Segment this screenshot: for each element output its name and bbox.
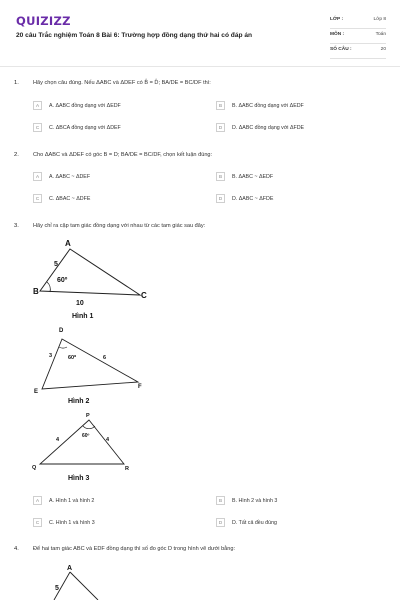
option-letter-box: A <box>33 101 42 110</box>
option-letter-box: C <box>33 518 42 527</box>
option-text: B. ΔABC đồng dạng với ΔEDF <box>232 102 304 109</box>
vertex-a-label: A <box>67 565 73 572</box>
header-divider <box>0 66 400 67</box>
angle-p-label: 60º <box>82 433 90 439</box>
option-text: C. ΔBCA đồng dạng với ΔDEF <box>49 124 121 131</box>
question-text: Hãy chọn câu đúng. Nếu ΔABC và ΔDEF có B̂ = D̂; BA/DE = BC/DF thì: <box>33 80 211 86</box>
vertex-c-label: C <box>141 291 147 300</box>
angle-mark-d <box>59 347 67 348</box>
option-letter-box: D <box>216 518 225 527</box>
vertex-b-label: B <box>33 287 39 296</box>
question-text: Để hai tam giác ABC và EDF đồng dạng thì số đo góc D trong hình vẽ dưới bằng: <box>33 546 236 552</box>
vertex-r-label: R <box>125 466 129 472</box>
vertex-f-label: F <box>138 384 142 390</box>
meta-label: MÔN : <box>330 32 345 37</box>
question-text: Hãy chỉ ra cặp tam giác đồng dạng với nhau từ các tam giác sau đây: <box>33 223 206 229</box>
meta-value: Toán <box>375 32 386 37</box>
side-label: 5 <box>55 585 59 592</box>
vertex-e-label: E <box>34 389 39 395</box>
angle-mark-b <box>47 282 50 292</box>
option-letter-box: C <box>33 123 42 132</box>
side-ab-label: 5 <box>54 261 58 268</box>
option-text: A. ΔABC ~ ΔDEF <box>49 173 91 180</box>
quizizz-logo: QUIZIZZ <box>16 14 71 28</box>
option-text: A. ΔABC đồng dạng với ΔEDF <box>49 102 121 109</box>
vertex-a-label: A <box>65 239 71 248</box>
option-letter-box: B <box>216 172 225 181</box>
side-pq-label: 4 <box>56 437 60 443</box>
vertex-p-label: P <box>86 413 90 419</box>
figure-caption: Hình 2 <box>68 398 90 405</box>
option-text: C. ΔBAC ~ ΔDFE <box>49 195 91 202</box>
triangle-abc <box>40 249 140 295</box>
angle-mark-p <box>83 426 95 429</box>
figure-hinh-3 <box>30 408 140 484</box>
figure-caption: Hình 1 <box>72 313 94 320</box>
option-text: D. Tất cả đều đúng <box>232 519 277 526</box>
question-number: 2. <box>14 152 19 158</box>
option-letter-box: C <box>33 194 42 203</box>
option-letter-box: B <box>216 496 225 505</box>
angle-d-label: 60º <box>68 355 77 361</box>
side-bc-label: 10 <box>76 300 84 307</box>
meta-info <box>330 14 386 59</box>
option-text: C. Hình 1 và hình 3 <box>49 519 95 526</box>
vertex-d-label: D <box>59 328 64 334</box>
option-letter-box: A <box>33 496 42 505</box>
meta-row-subject <box>330 29 386 44</box>
option-letter-box: D <box>216 123 225 132</box>
option-letter-box: B <box>216 101 225 110</box>
option-text: D. ΔABC ~ ΔFDE <box>232 195 274 202</box>
option-text: B. ΔABC ~ ΔEDF <box>232 173 274 180</box>
side-df-label: 6 <box>103 355 107 361</box>
question-number: 1. <box>14 80 19 86</box>
vertex-q-label: Q <box>32 465 37 471</box>
meta-value: Lớp 8 <box>373 17 386 22</box>
option-letter-box: D <box>216 194 225 203</box>
figure-hinh-1 <box>28 234 158 320</box>
meta-value: 20 <box>380 47 386 52</box>
question-number: 4. <box>14 546 19 552</box>
figure-hinh-2 <box>30 322 160 406</box>
figure-caption: Hình 3 <box>68 475 90 482</box>
page-title: 20 câu Trắc nghiệm Toán 8 Bài 6: Trường hợp đồng dạng thứ hai có đáp án <box>16 32 253 39</box>
meta-label: SỐ CÂU : <box>330 47 352 52</box>
side-de-label: 3 <box>49 353 53 359</box>
meta-label: LỚP : <box>330 17 344 22</box>
question-number: 3. <box>14 223 19 229</box>
angle-b-label: 60º <box>57 277 68 284</box>
question-text: Cho ΔABC và ΔDEF có góc B = D; BA/DE = BC/DF, chọn kết luận đúng: <box>33 152 213 158</box>
side-pr-label: 4 <box>106 437 110 443</box>
option-letter-box: A <box>33 172 42 181</box>
triangle-def <box>42 339 138 389</box>
option-text: A. Hình 1 và hình 2 <box>49 497 95 504</box>
triangle-pqr <box>40 420 124 464</box>
meta-row-count <box>330 44 386 59</box>
meta-row-grade <box>330 14 386 29</box>
option-text: D. ΔABC đồng dạng với ΔFDE <box>232 124 305 131</box>
option-text: B. Hình 2 và hình 3 <box>232 497 278 504</box>
figure-question-4 <box>40 560 120 600</box>
triangle-partial-right <box>70 572 98 600</box>
